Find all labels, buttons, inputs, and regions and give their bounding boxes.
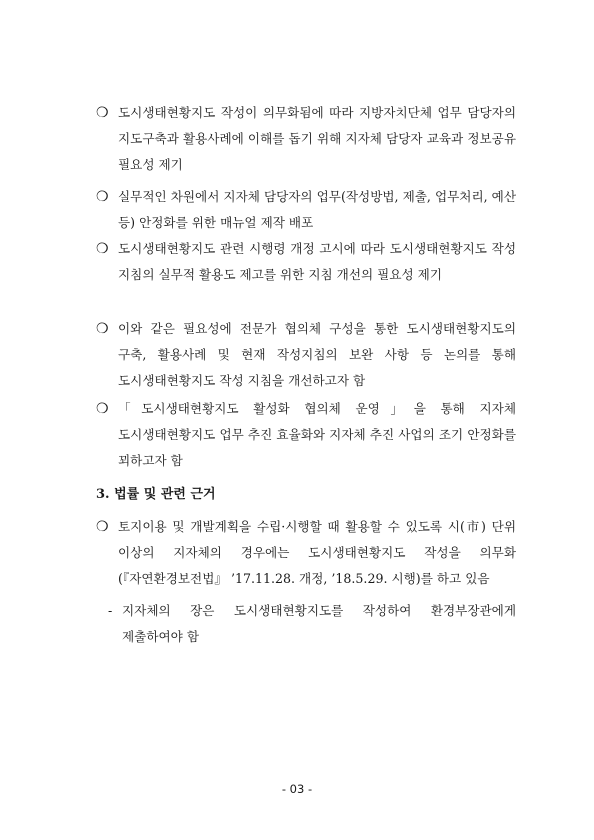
bullet-item	[96, 236, 516, 288]
section-heading: 3. 법률 및 관련 근거	[96, 487, 216, 502]
bullet-item	[96, 184, 516, 236]
bullet-item	[96, 316, 516, 394]
bullet-text: 실무적인 차원에서 지자체 담당자의 업무(작성방법, 제출, 업무처리, 예산 등) 안정화를 위한 매뉴얼 제작 배포	[118, 189, 516, 230]
bullet-text: 토지이용 및 개발계획을 수립·시행할 때 활용할 수 있도록 시(市) 단위 이상의 지자체의 경우에는 도시생태현황지도 작성을 의무화(『자연환경보전법』 ’17.11.28. 개정, ’18.5.29. 시행)를 하고 있음	[118, 519, 516, 586]
bullet-text: 도시생태현황지도 관련 시행령 개정 고시에 따라 도시생태현황지도 작성 지침의 실무적 활용도 제고를 위한 지침 개선의 필요성 제기	[118, 241, 516, 282]
bullet-item	[96, 396, 516, 474]
circle-bullet-icon: ❍	[96, 401, 109, 417]
circle-bullet-icon: ❍	[96, 241, 109, 257]
sub-item	[108, 598, 516, 650]
circle-bullet-icon: ❍	[96, 105, 109, 121]
bullet-text: 「도시생태현황지도 활성화 협의체 운영」을 통해 지자체 도시생태현황지도 업무 추진 효율화와 지자체 추진 사업의 조기 안정화를 꾀하고자 함	[118, 401, 516, 468]
page-number: - 03 -	[281, 782, 313, 796]
bullet-text: 도시생태현황지도 작성이 의무화됨에 따라 지방자치단체 업무 담당자의 지도구축과 활용사례에 이해를 돕기 위해 지자체 담당자 교육과 정보공유 필요성 제기	[118, 105, 516, 172]
circle-bullet-icon: ❍	[96, 519, 109, 535]
dash-bullet-icon: -	[108, 603, 113, 618]
circle-bullet-icon: ❍	[96, 321, 109, 337]
bullet-item	[96, 514, 516, 592]
bullet-text: 이와 같은 필요성에 전문가 협의체 구성을 통한 도시생태현황지도의 구축, 활용사례 및 현재 작성지침의 보완 사항 등 논의를 통해 도시생태현황지도 작성 지침을 개선하고자 함	[118, 321, 516, 388]
circle-bullet-icon: ❍	[96, 189, 109, 205]
bullet-item	[96, 100, 516, 178]
sub-item-text: 지자체의 장은 도시생태현황지도를 작성하여 환경부장관에게 제출하여야 함	[122, 603, 516, 644]
